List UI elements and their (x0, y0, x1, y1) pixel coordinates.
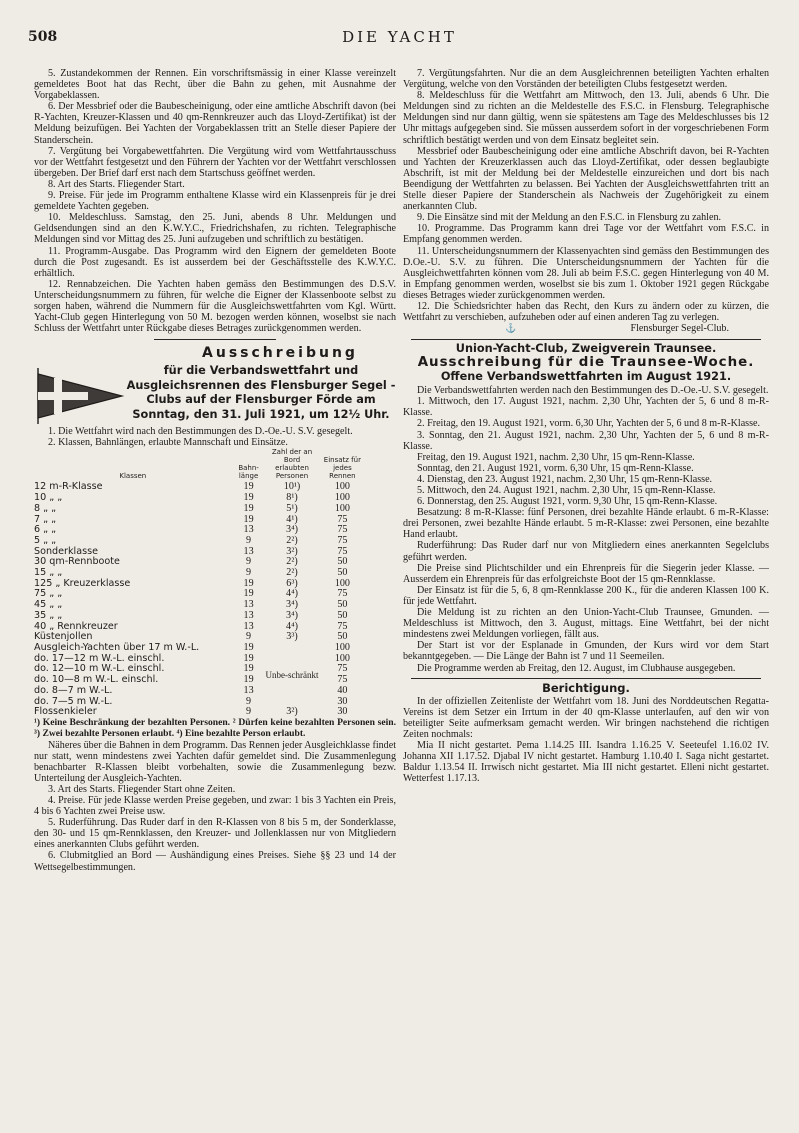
persons-cell: 6³) (286, 577, 298, 589)
class-name-cell: 125 „ Kreuzerklasse (34, 577, 131, 589)
club-burgee-flag-icon (34, 366, 126, 426)
traunsee-rules (403, 507, 769, 673)
class-name-cell: Sonderklasse (34, 545, 98, 557)
paragraph: 4. Preise. Für jede Klasse werden Preise gegeben, und zwar: 1 bis 3 Yachten ein Preis, 4 bis 6 Yachten zwei Preise usw. (34, 794, 396, 818)
section-divider (411, 678, 761, 679)
course-length-cell: 19 (243, 502, 254, 514)
entry-fee-cell: 30 (337, 706, 348, 718)
paragraph: 2. Klassen, Bahnlängen, erlaubte Mannschaft und Einsätze. (48, 437, 288, 449)
ausschreibung-heading: Ausschreibung für die Traunsee-Woche. (417, 355, 755, 371)
course-length-cell: 13 (243, 524, 254, 536)
paragraph: 10. Meldeschluss. Samstag, den 25. Juni, abends 8 Uhr. Meldungen und Geldsendungen sind an den K.W.Y.C., Friedrichshafen, zu richten. Telegraphische Meldungen sind vor Mittag des 25. Juni aufzugeben und schriftlich zu bestätigen. (34, 212, 396, 246)
persons-cell: 2²) (286, 534, 298, 546)
entry-fee-cell: 100 (334, 481, 350, 493)
course-length-cell: 9 (246, 567, 252, 579)
paragraph: In der offiziellen Zeitenliste der Wettfahrt vom 18. Juni des Norddeutschen Regatta-Vereins ist dem Setzer ein Irrtum in der 40 qm-Klasse unterlaufen, auf den wir von beteiligter Seite aufmerksam gemacht werden. Wir bringen nachstehend die richtigen Zeiten nochmals: (403, 695, 769, 740)
page-number: 508 (28, 29, 58, 45)
persons-cell: 4⁴) (286, 588, 298, 600)
course-length-cell: 19 (243, 588, 254, 600)
left-column (34, 68, 396, 873)
course-length-cell: 19 (243, 641, 254, 653)
persons-cell: 4¹) (286, 513, 298, 525)
entry-fee-cell: 75 (337, 534, 348, 546)
paragraph: 9. Preise. Für jede im Programm enthaltene Klasse wird ein Klassenpreis für je drei gemeldete Yachten gegeben. (34, 190, 396, 213)
schedule-item: 4. Dienstag, den 23. August 1921, nachm. 2,30 Uhr, 15 qm-Renn-Klasse. (417, 473, 713, 485)
class-name-cell: 8 „ „ (34, 502, 57, 514)
offene-heading: Offene Verbandswettfahrten im August 1921. (440, 370, 732, 384)
paragraph: 12. Rennabzeichen. Die Yachten haben gemäss den Bestimmungen des D.S.V. Unterscheidungsnummern zu führen, für welche die Eigner der Klassenboote selbst zu sorgen haben, während die Nummern für die Ausgleichswettfahrten vom Kgl. Württ. Yacht-Club gegen Hinterlegung von 50 M. bezogen werden können, woselbst sie nach Schluss der Wettfahrt unter Rückgabe dieses Betrages zurückgenommen werden. (34, 278, 396, 335)
persons-cell: 3⁴) (286, 609, 298, 621)
rule-paragraph: Die Meldung ist zu richten an den Union-Yacht-Club Traunsee, Gmunden. — Meldeschluss ist Mittwoch, den 3. August, mittags. Eine Wettfahrt, bei der nicht mindestens zwei Meldungen vorliegen, fällt aus. (403, 607, 769, 641)
table-header: Klassen (119, 472, 147, 481)
course-length-cell: 9 (246, 706, 252, 718)
entry-fee-cell: 75 (337, 588, 348, 600)
course-length-cell: 13 (243, 684, 254, 696)
persons-cell: 10¹) (283, 481, 301, 493)
paragraph: 5. Zustandekommen der Rennen. Ein vorschriftsmässig in einer Klasse vereinzelt gemeldetes Boot hat das Recht, über die Bahn zu gehen, mit Ausnahme der Vorgabeklassen. (34, 68, 396, 102)
class-name-cell: 5 „ „ (34, 534, 57, 546)
persons-cell: 2²) (286, 556, 298, 568)
class-name-cell: 7 „ „ (34, 513, 57, 525)
entry-fee-cell: 100 (334, 492, 350, 504)
entry-fee-cell: 50 (337, 631, 348, 643)
magazine-title: DIE YACHT (342, 28, 457, 46)
entry-fee-cell: 100 (334, 641, 350, 653)
class-name-cell: 30 qm-Rennboote (34, 556, 120, 568)
paragraph: 8. Meldeschluss für die Wettfahrt am Mittwoch, den 13. Juli, abends 6 Uhr. Die Meldungen sind zu richten an die Meldestelle des F.S.C. in Flensburg. Telegraphische Meldungen sind nur dann gültig, wenn sie spätestens am Tage des Meldeschlusses bis 12 Uhr mittags aufgegeben sind. Sie müssen ausserdem sofort in der vorgeschriebenen Form schriftlich bestätigt werden und von dem Einsatz begleitet sein. (403, 90, 769, 146)
regatta-header (34, 364, 396, 426)
signature: Flensburger Segel-Club. (630, 323, 729, 335)
schedule-item: 2. Freitag, den 19. August 1921, vorm. 6,30 Uhr, Yachten der 5, 6 und 8 m-R-Klasse. (417, 418, 761, 430)
persons-cell: 3²) (286, 706, 298, 718)
paragraph: 1. Die Wettfahrt wird nach den Bestimmungen des D.-Oe.-U. S.V. gesegelt. (48, 426, 353, 438)
table-row (34, 686, 396, 697)
entry-fee-cell: 100 (334, 577, 350, 589)
class-name-cell: do. 10—8 m W.-L. einschl. (34, 674, 159, 686)
course-length-cell: 13 (243, 599, 254, 611)
paragraph: 6. Der Messbrief oder die Baubescheinigung, oder eine amtliche Abschrift davon (bei R-Yachten, Kreuzer-Klassen und 40 qm-Rennkreuzer auch das Lloyd-Zertifikat) ist der Meldung beizufügen. Bei Yachten der Vorgabeklassen tritt an Stelle dieser Papiere der Standerschein. (34, 101, 396, 146)
rule-paragraph: Besatzung: 8 m-R-Klasse: fünf Personen, drei bezahlte Hände erlaubt. 6 m-R-Klasse: drei Personen, zwei bezahlte Hände erlaubt. 5 m-R-Klasse: zwei Personen, eine bezahlte Hand erlaubt. (403, 507, 769, 541)
table-header: Einsatz für jedes Rennen (323, 456, 361, 481)
entry-fee-cell: 30 (337, 695, 348, 707)
class-name-cell: do. 8—7 m W.-L. (34, 684, 113, 696)
table-row (34, 611, 396, 622)
class-name-cell: do. 7—5 m W.-L. (34, 695, 113, 707)
class-name-cell: 45 „ „ (34, 599, 63, 611)
ausschreibung-title: Ausschreibung (202, 345, 358, 362)
paragraph: 10. Programme. Das Programm kann drei Tage vor der Wettfahrt vom F.S.C. in Empfang genommen werden. (403, 223, 769, 246)
class-name-cell: Küstenjollen (34, 631, 93, 643)
course-length-cell: 13 (243, 609, 254, 621)
persons-cell: 3³) (286, 631, 298, 643)
class-name-cell: do. 17—12 m W.-L. einschl. (34, 652, 165, 664)
entry-fee-cell: 50 (337, 599, 348, 611)
paragraph: 3. Art des Starts. Fliegender Start ohne Zeiten. (48, 783, 236, 795)
berichtigung-heading: Berichtigung. (542, 680, 630, 695)
course-length-cell: 13 (243, 545, 254, 557)
class-name-cell: 6 „ „ (34, 524, 57, 536)
class-name-cell: 40 „ Rennkreuzer (34, 620, 118, 632)
course-length-cell: 19 (243, 513, 254, 525)
club-heading: Union-Yacht-Club, Zweigverein Traunsee. (455, 342, 717, 356)
course-length-cell: 13 (243, 620, 254, 632)
course-length-cell: 19 (243, 577, 254, 589)
paragraph: 5. Ruderführung. Das Ruder darf in den R-Klassen von 8 bis 5 m, der Sonderklasse, den 30- und 15 qm-Rennklassen, den Kreuzer- und Jollenklassen nur von Mitgliedern eines anerkannten Clubs geführt werden. (34, 817, 396, 851)
entry-fee-cell: 50 (337, 556, 348, 568)
class-table (34, 448, 396, 717)
course-length-cell: 9 (246, 631, 252, 643)
course-length-cell: 19 (243, 663, 254, 675)
rule-paragraph: Die Preise sind Plichtschilder und ein Ehrenpreis für die Siegerin jeder Klasse. — Ausserdem ein Ehrenpreis für das erfolgreichste Boot der 15 qm-Rennklasse. (403, 562, 769, 585)
table-header: Zahl der an Bord erlaubten Personen (271, 448, 313, 481)
course-length-cell: 9 (246, 695, 252, 707)
schedule-item: Sonntag, den 21. August 1921, vorm. 6,30 Uhr, 15 qm-Renn-Klasse. (417, 462, 694, 474)
paragraph: 7. Vergütungsfahrten. Nur die an dem Ausgleichrennen beteiligten Yachten erhalten Vergütung, welche von den Vorständen der beteiligten Clubs festgesetzt werden. (403, 68, 769, 91)
entry-fee-cell: 75 (337, 513, 348, 525)
right-column (403, 68, 769, 784)
paragraph: 6. Clubmitglied an Bord — Aushändigung eines Preises. Siehe §§ 23 und 14 der Wettsegelbestimmungen. (34, 850, 396, 873)
schedule-item: 6. Donnerstag, den 25. August 1921, vorm. 9,30 Uhr, 15 qm-Renn-Klasse. (417, 496, 718, 508)
entry-fee-cell: 50 (337, 609, 348, 621)
persons-cell: 3²) (286, 545, 298, 557)
club-logo-mark-icon: ⚓ (505, 324, 517, 335)
schedule-item: 1. Mittwoch, den 17. August 1921, nachm. 2,30 Uhr, Yachten der 5, 6 und 8 m-R-Klasse. (403, 396, 769, 419)
paragraph: 8. Art des Starts. Fliegender Start. (48, 178, 185, 190)
rule-paragraph: Ruderführung: Das Ruder darf nur von Mitgliedern eines anerkannten Segelclubs geführt werden. (403, 540, 769, 563)
paragraph: 7. Vergütung bei Vorgabewettfahrten. Die Vergütung wird vom Wettfahrtausschuss vor der Wettfahrt festgesetzt und den Führern der Yachten vor der Wettfahrt verschlossen übergeben. Der Brief darf erst nach dem Startschuss geöffnet werden. (34, 145, 396, 179)
course-length-cell: 9 (246, 534, 252, 546)
paragraph: Näheres über die Bahnen in dem Programm. Das Rennen jeder Ausgleichklasse findet nur statt, wenn mindestens zwei Yachten dafür gemeldet sind. Die Zusammenlegung benachbarter R-Klassen bleibt vorbehalten, sowie die Zusammenlegung bezw. Unterteilung der Ausgleich-Yachten. (34, 739, 396, 784)
schedule-item: Freitag, den 19. August 1921, nachm. 2,30 Uhr, 15 qm-Renn-Klasse. (417, 451, 695, 463)
class-name-cell: 10 „ „ (34, 492, 63, 504)
paragraph: 11. Programm-Ausgabe. Das Programm wird den Eignern der gemeldeten Boote durch die Post zugesandt. Es ist ausserdem bei der Geschäftsstelle des K.W.Y.C. erhältlich. (34, 245, 396, 279)
class-name-cell: 75 „ „ (34, 588, 63, 600)
regatta-subheading: für die Verbandswettfahrt und Ausgleichsrennen des Flensburger Segel - Clubs auf der Flensburger Förde am Sonntag, den 31. Juli 1921, um 12½ Uhr. (126, 364, 396, 422)
schedule-item: 5. Mittwoch, den 24. August 1921, nachm. 2,30 Uhr, 15 qm-Renn-Klasse. (417, 485, 716, 496)
table-footnotes: ¹) Keine Beschränkung der bezahlten Personen. ² Dürfen keine bezahlten Personen sein. ³) Zwei bezahlte Personen erlaubt. ⁴) Eine bezahlte Person erlaubt. (34, 716, 396, 739)
persons-cell: 2²) (286, 567, 298, 579)
class-name-cell: 35 „ „ (34, 609, 63, 621)
persons-cell: 5¹) (286, 502, 298, 514)
entry-fee-cell: 100 (334, 502, 350, 514)
persons-cell: 4⁴) (286, 620, 298, 632)
class-table-body (34, 482, 396, 717)
paragraph: Mia II nicht gestartet. Pema 1.14.25 III. Isandra 1.16.25 V. Seeteufel 1.16.02 IV. Johanna XII 1.17.52. Djabal IV nicht gestartet. Hamburg 1.10.40 I. Saga nicht gestartet. Baldur 1.13.54 II. Irrwisch nicht gestartet. Mia III nicht gestartet. Elleni nicht gestartet. Wetterfest 1.17.13. (403, 739, 769, 785)
course-length-cell: 19 (243, 481, 254, 493)
paragraph: 9. Die Einsätze sind mit der Meldung an den F.S.C. in Flensburg zu zahlen. (417, 212, 722, 224)
entry-fee-cell: 75 (337, 620, 348, 632)
paragraph: 12. Die Schiedsrichter haben das Recht, den Kurs zu ändern oder zu kürzen, die Wettfahrt zu verschieben, aufzuheben oder auf einen anderen Tag zu verlegen. (403, 300, 769, 324)
rule-paragraph: Der Einsatz ist für die 5, 6, 8 qm-Rennklasse 200 K., für die anderen Klassen 100 K. für jede Wettfahrt. (403, 584, 769, 607)
class-name-cell: Flossenkieler (34, 706, 97, 718)
course-length-cell: 19 (243, 674, 254, 686)
unlimited-persons-cell: Unbe-schränkt (265, 669, 319, 680)
persons-cell: 3⁴) (286, 599, 298, 611)
entry-fee-cell: 75 (337, 545, 348, 557)
intro-rules (34, 68, 396, 334)
table-header: Bahn-länge (238, 464, 259, 481)
class-name-cell: Ausgleich-Yachten über 17 m W.-L. (34, 641, 200, 653)
class-name-cell: 15 „ „ (34, 567, 63, 579)
section-divider (411, 339, 761, 340)
entry-fee-cell: 75 (337, 663, 348, 675)
paragraph: Die Verbandswettfahrten werden nach den Bestimmungen des D.-Oe.-U. S.V. gesegelt. (417, 385, 769, 397)
entry-fee-cell: 50 (337, 567, 348, 579)
course-length-cell: 19 (243, 652, 254, 664)
course-length-cell: 9 (246, 556, 252, 568)
entry-fee-cell: 75 (337, 674, 348, 686)
rule-paragraph: Die Programme werden ab Freitag, den 12. August, im Clubhause ausgegeben. (417, 662, 736, 674)
section-divider (154, 339, 276, 340)
entry-fee-cell: 40 (337, 684, 348, 696)
class-name-cell: 12 m-R-Klasse (34, 481, 103, 493)
schedule-list (403, 396, 769, 507)
entry-fee-cell: 100 (334, 652, 350, 664)
rule-paragraph: Der Start ist vor der Esplanade in Gmunden, der Kurs wird vor dem Start bekanntgegeben. — Die Länge der Bahn ist 7 und 11 Seemeilen. (403, 640, 769, 663)
entry-fee-cell: 75 (337, 524, 348, 536)
paragraph: Messbrief oder Baubescheinigung oder eine amtliche Abschrift davon, bei R-Yachten und Yachten der Kreuzerklassen auch das Lloyd-Zertifikat, oder dessen beglaubigte Abschrift, ist mit der Meldung bei der Meldestelle einzureichen und dort bis nach Beendigung der Wettfahrten zu belassen. Bei Yachten der Ausgleichswettfahrten tritt an Stelle dieser Papiere der Standerschein als Nachweis der Zugehörigkeit zu einem anerkannten Club. (403, 145, 769, 213)
paragraph: 11. Unterscheidungsnummern der Klassenyachten sind gemäss den Bestimmungen des D.Oe.-U. S.V. zu führen. Die Unterscheidungsnummern der Yachten für die Ausgleichwettfahrten können vom 28. Juli ab beim F.S.C. gegen Hinterlegung von 40 M. in Empfang genommen werden, woselbst sie bis zum 1. Oktober 1921 gegen Rückgabe dieses Betrages wieder zurückgenommen werden. (403, 245, 769, 301)
schedule-item: 3. Sonntag, den 21. August 1921, nachm. 2,30 Uhr, Yachten der 5, 6 und 8 m-R-Klasse. (403, 429, 769, 452)
persons-cell: 8¹) (286, 492, 298, 504)
course-length-cell: 19 (243, 492, 254, 504)
class-name-cell: do. 12—10 m W.-L. einschl. (34, 663, 165, 675)
table-row (34, 504, 396, 515)
persons-cell: 3⁴) (286, 524, 298, 536)
